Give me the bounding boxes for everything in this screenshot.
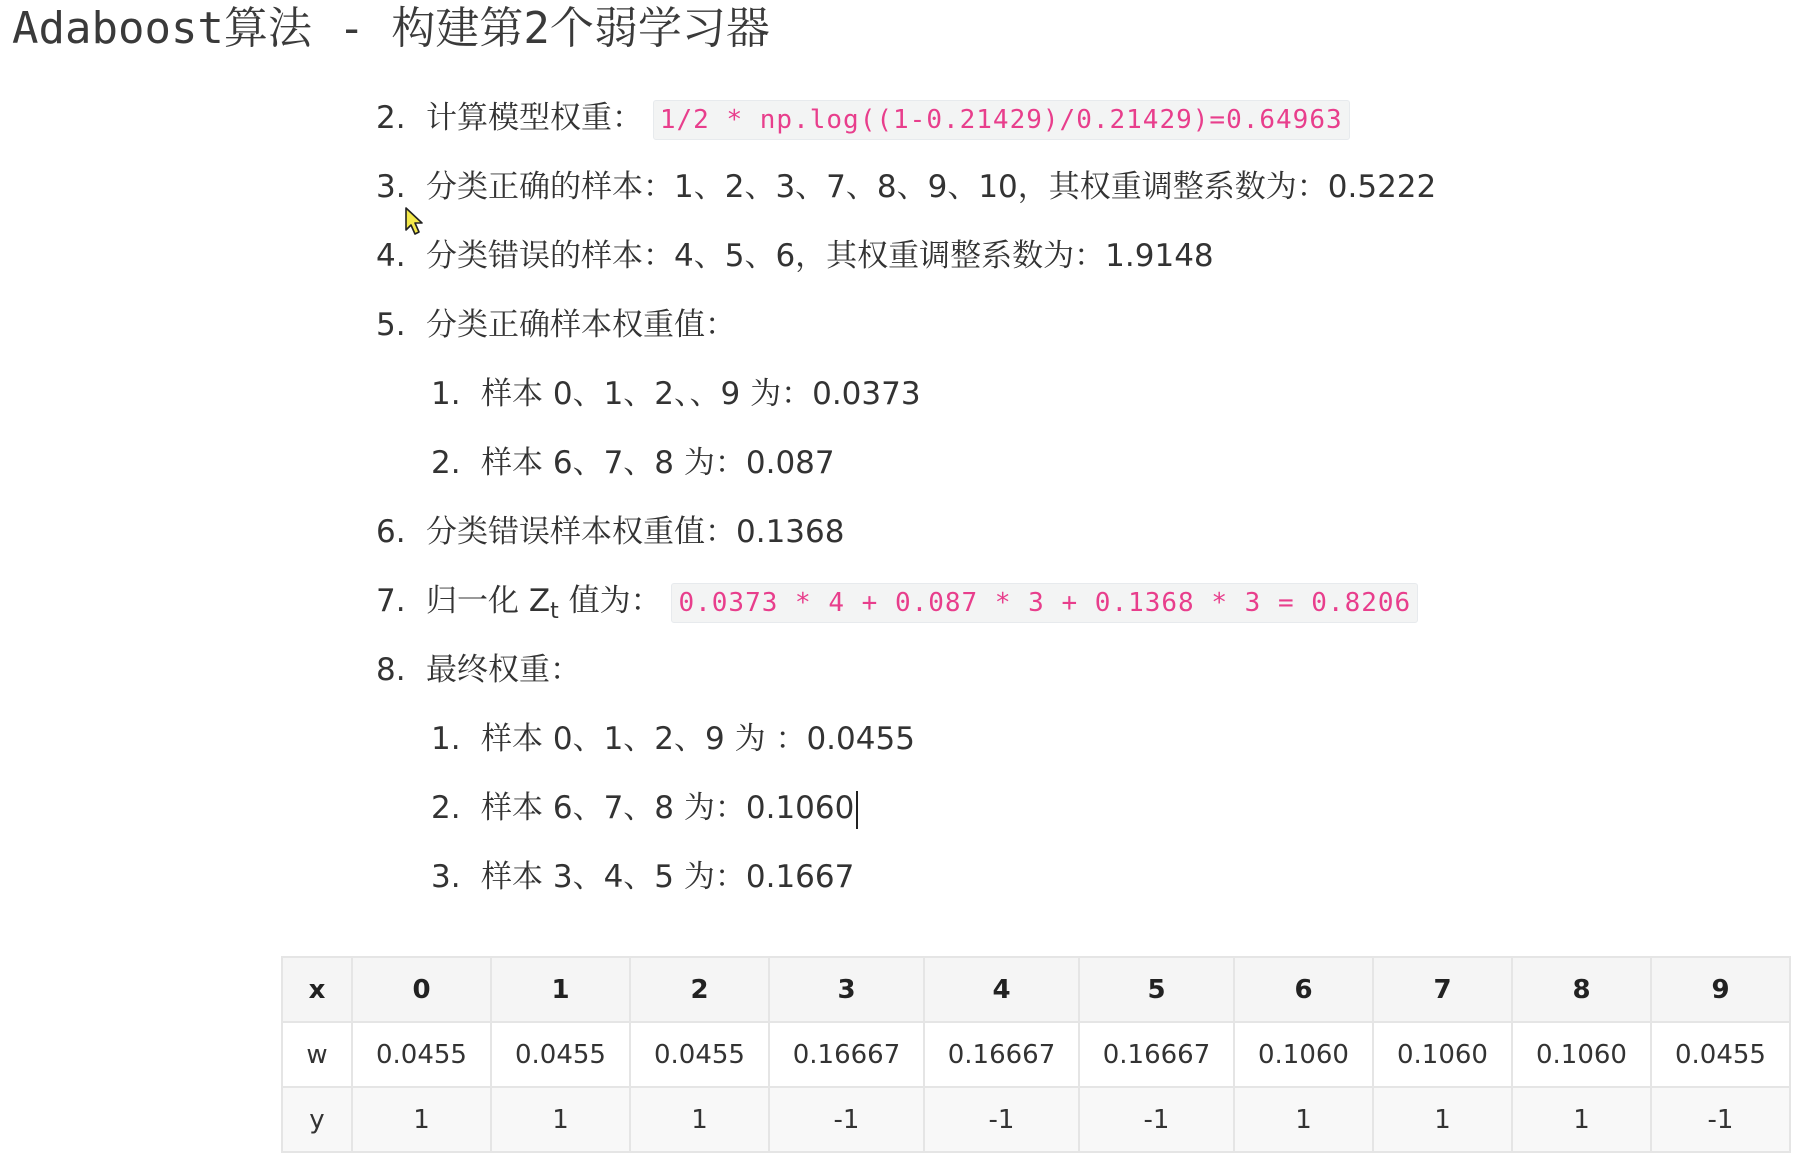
list-text: 分类错误的样本：4、5、6，其权重调整系数为：1.9148 (426, 238, 1214, 274)
table-cell: w (282, 1022, 352, 1087)
text-caret (856, 791, 858, 829)
list-text: 分类错误样本权重值：0.1368 (426, 514, 845, 550)
table-cell: -1 (769, 1087, 924, 1152)
list-text: 样本 6、7、8 为：0.087 (481, 445, 835, 481)
subscript-t: t (550, 599, 559, 624)
mouse-pointer-icon (404, 206, 426, 236)
list-label-suffix: 值为： (558, 583, 662, 619)
list-text: 最终权重： (426, 652, 581, 688)
table-cell: 0.0455 (1651, 1022, 1790, 1087)
list-text: 样本 0、1、2、9 为 ：0.0455 (481, 721, 915, 757)
table-row-y (282, 1087, 1790, 1152)
table-cell: 0.0455 (352, 1022, 491, 1087)
table-cell: 1 (1234, 1087, 1373, 1152)
list-number: 2. (431, 445, 461, 481)
table-cell: 0.16667 (924, 1022, 1079, 1087)
table-cell: 0.1060 (1373, 1022, 1512, 1087)
table-cell: -1 (924, 1087, 1079, 1152)
page-title: Adaboost算法 - 构建第2个弱学习器 (12, 3, 770, 54)
table-header-cell: 5 (1079, 957, 1234, 1022)
table-cell: 0.1060 (1512, 1022, 1651, 1087)
list-text: 样本 3、4、5 为：0.1667 (481, 859, 855, 895)
list-number: 6. (376, 514, 406, 550)
list-item-4 (376, 222, 1776, 291)
table-header-cell: 3 (769, 957, 924, 1022)
list-number: 4. (376, 238, 406, 274)
list-text: 样本 0、1、2、、9 为：0.0373 (481, 376, 921, 412)
table-header-cell: 7 (1373, 957, 1512, 1022)
list-item-5-1 (376, 360, 1776, 429)
table-cell: 0.1060 (1234, 1022, 1373, 1087)
list-item-6 (376, 498, 1776, 567)
list-item-8-2[interactable] (376, 774, 1776, 843)
table-header-cell: 1 (491, 957, 630, 1022)
table-row-w (282, 1022, 1790, 1087)
list-text: 分类正确样本权重值： (426, 307, 736, 343)
list-item-8-1 (376, 705, 1776, 774)
table-cell: 0.0455 (630, 1022, 769, 1087)
list-item-8 (376, 636, 1776, 705)
table-cell: 1 (1512, 1087, 1651, 1152)
list-number: 2. (431, 790, 461, 826)
inline-code: 0.0373 * 4 + 0.087 * 3 + 0.1368 * 3 = 0.8206 (671, 583, 1418, 623)
list-item-8-3 (376, 843, 1776, 912)
table-cell: 0.16667 (769, 1022, 924, 1087)
list-label: 计算模型权重： (426, 100, 643, 136)
list-number: 1. (431, 721, 461, 757)
list-number: 3. (376, 169, 406, 205)
content-list (376, 84, 1776, 912)
table-header-row (282, 957, 1790, 1022)
weights-table (281, 956, 1791, 1153)
list-item-5-2 (376, 429, 1776, 498)
table-header-cell: 9 (1651, 957, 1790, 1022)
inline-code: 1/2 * np.log((1-0.21429)/0.21429)=0.64963 (653, 100, 1350, 140)
list-item-2 (376, 84, 1776, 153)
table-header-cell: 0 (352, 957, 491, 1022)
table-cell: 1 (1373, 1087, 1512, 1152)
list-number: 3. (431, 859, 461, 895)
list-number: 2. (376, 100, 406, 136)
table-cell: 1 (630, 1087, 769, 1152)
table-cell: 0.16667 (1079, 1022, 1234, 1087)
list-text[interactable]: 样本 6、7、8 为：0.1060 (481, 790, 855, 826)
table-header-cell: 8 (1512, 957, 1651, 1022)
list-label: 归一化 Z (426, 583, 551, 619)
table-cell: -1 (1651, 1087, 1790, 1152)
table-header-cell: 4 (924, 957, 1079, 1022)
table-cell: 0.0455 (491, 1022, 630, 1087)
list-item-3 (376, 153, 1776, 222)
list-number: 7. (376, 583, 406, 619)
table-cell: 1 (352, 1087, 491, 1152)
list-item-7 (376, 567, 1776, 636)
table-header-cell: x (282, 957, 352, 1022)
list-number: 8. (376, 652, 406, 688)
table-cell: 1 (491, 1087, 630, 1152)
table-header-cell: 6 (1234, 957, 1373, 1022)
table-header-cell: 2 (630, 957, 769, 1022)
list-item-5 (376, 291, 1776, 360)
table-cell: -1 (1079, 1087, 1234, 1152)
list-number: 5. (376, 307, 406, 343)
list-text: 分类正确的样本：1、2、3、7、8、9、10，其权重调整系数为：0.5222 (426, 169, 1437, 205)
list-number: 1. (431, 376, 461, 412)
table-cell: y (282, 1087, 352, 1152)
